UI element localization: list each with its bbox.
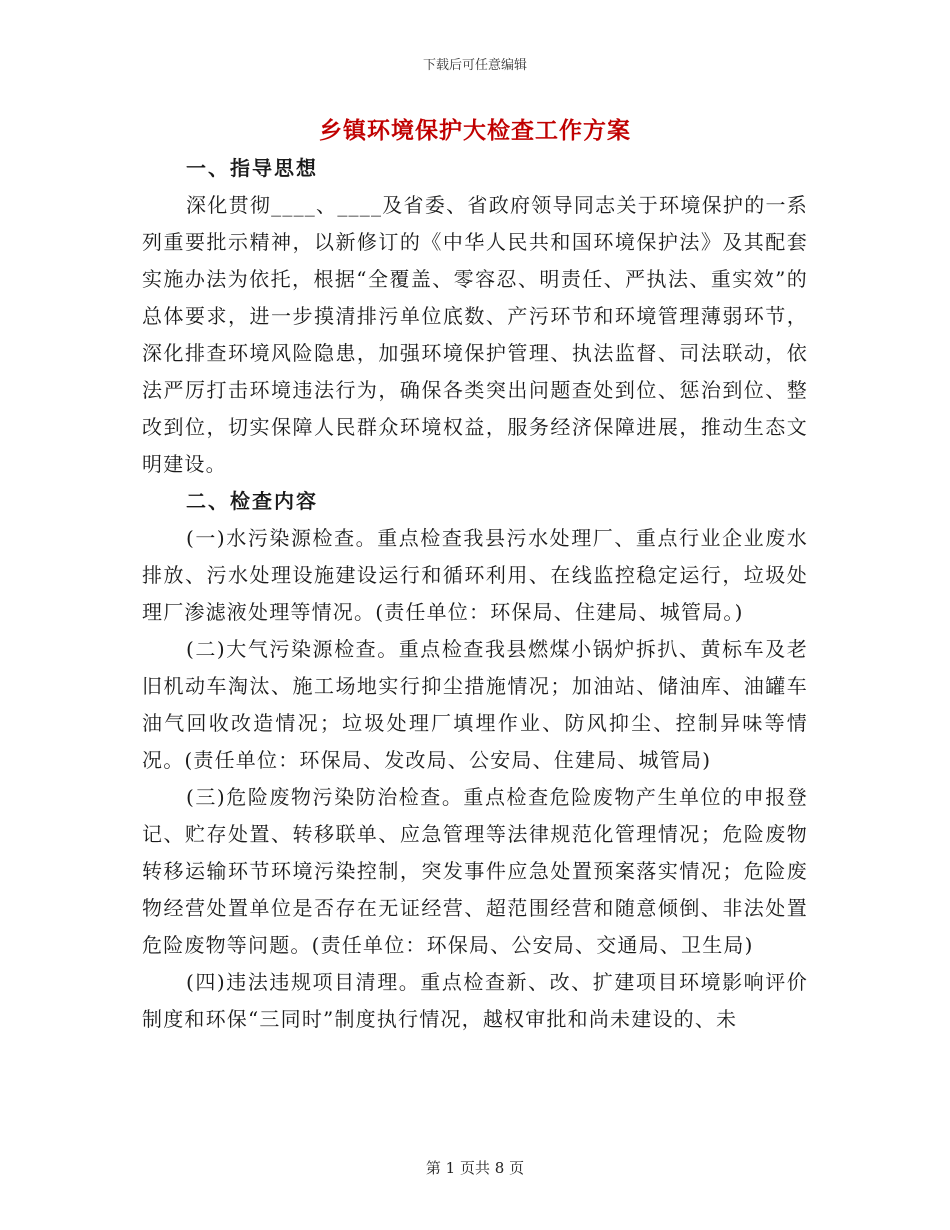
paragraph-illegal-projects: (四)违法违规项目清理。重点检查新、改、扩建项目环境影响评价制度和环保“三同时”制度执行情况，越权审批和尚未建设的、未 — [142, 970, 808, 1031]
paragraph-hazardous-waste: (三)危险废物污染防治检查。重点检查危险废物产生单位的申报登记、贮存处置、转移联单、应急管理等法律规范化管理情况；危险废物转移运输环节环境污染控制，突发事件应急处置预案落实情况；危险废物经营处置单位是否存在无证经营、超范围经营和随意倾倒、非法处置危险废物等问题。(责任单位：环保局、公安局、交通局、卫生局) — [142, 785, 808, 957]
document-body — [142, 150, 808, 1038]
page-footer: 第 1 页共 8 页 — [425, 1159, 525, 1177]
section-heading-inspection-content: 二、检查内容 — [186, 489, 318, 513]
paragraph-air-pollution: (二)大气污染源检查。重点检查我县燃煤小锅炉拆扒、黄标车及老旧机动车淘汰、施工场地实行抑尘措施情况；加油站、储油库、油罐车油气回收改造情况；垃圾处理厂填埋作业、防风抑尘、控制异味等情况。(责任单位：环保局、发改局、公安局、住建局、城管局) — [142, 637, 808, 772]
paragraph-guiding-ideology: 深化贯彻____、____及省委、省政府领导同志关于环境保护的一系列重要批示精神，以新修订的《中华人民共和国环境保护法》及其配套实施办法为依托，根据“全覆盖、零容忍、明责任、严执法、重实效”的总体要求，进一步摸清排污单位底数、产污环节和环境管理薄弱环节，深化排查环境风险隐患，加强环境保护管理、执法监督、司法联动，依法严厉打击环境违法行为，确保各类突出问题查处到位、惩治到位、整改到位，切实保障人民群众环境权益，服务经济保障进展，推动生态文明建设。 — [142, 193, 808, 476]
paragraph-water-pollution: (一)水污染源检查。重点检查我县污水处理厂、重点行业企业废水排放、污水处理设施建设运行和循环利用、在线监控稳定运行，垃圾处理厂渗滤液处理等情况。(责任单位：环保局、住建局、城管局。) — [142, 526, 808, 624]
document-title: 乡镇环境保护大检查工作方案 — [319, 118, 631, 144]
page-header-note: 下载后可任意编辑 — [422, 58, 527, 73]
section-heading-guiding-ideology: 一、指导思想 — [186, 156, 318, 180]
